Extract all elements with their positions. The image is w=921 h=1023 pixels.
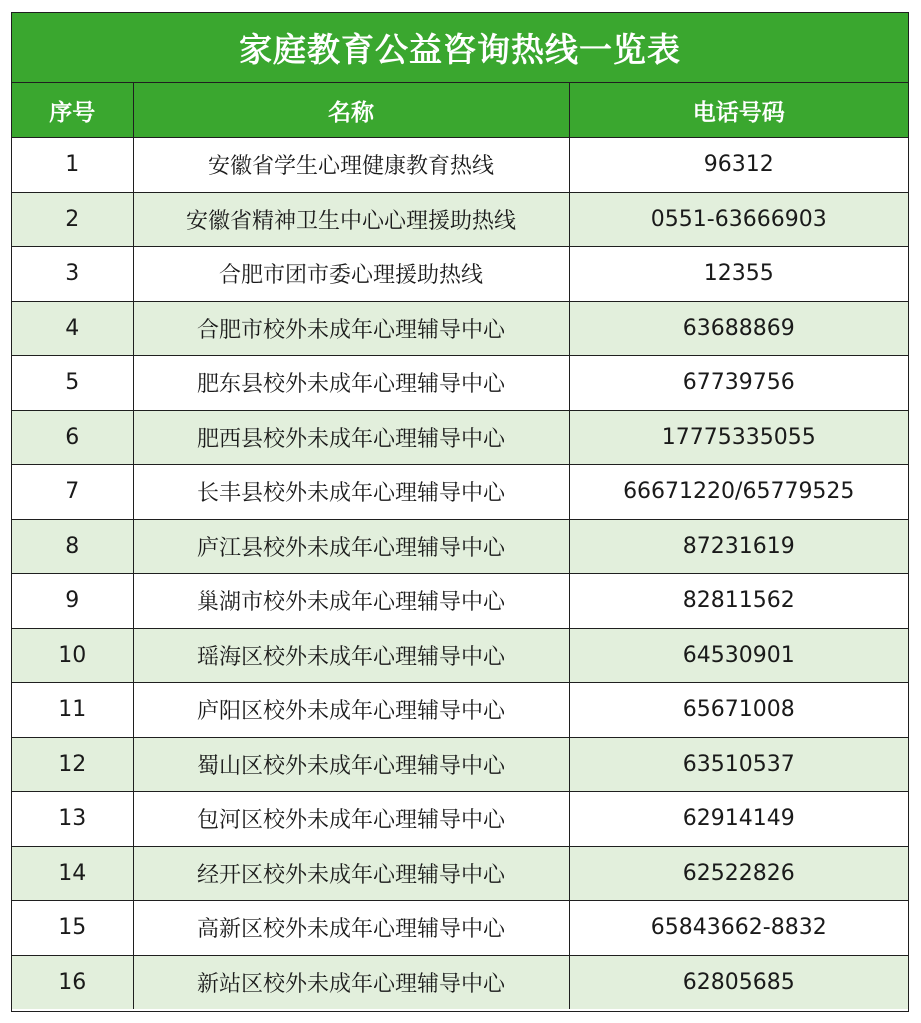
table-row — [12, 792, 908, 847]
table-row — [12, 737, 908, 792]
row-phone-cell: 66671220/65779525 — [569, 465, 908, 520]
row-phone-cell: 67739756 — [569, 356, 908, 411]
table-row — [12, 138, 908, 193]
table-title: 家庭教育公益咨询热线一览表 — [12, 13, 908, 83]
row-name-cell: 庐江县校外未成年心理辅导中心 — [133, 519, 569, 574]
row-index-cell: 3 — [12, 247, 133, 302]
table-row — [12, 955, 908, 1009]
row-phone-cell: 87231619 — [569, 519, 908, 574]
row-index-cell: 5 — [12, 356, 133, 411]
row-index-cell: 9 — [12, 574, 133, 629]
header-index: 序号 — [12, 83, 133, 138]
table-row — [12, 410, 908, 465]
table-row — [12, 574, 908, 629]
row-index-cell: 15 — [12, 901, 133, 956]
table-row — [12, 901, 908, 956]
table-row — [12, 356, 908, 411]
row-name-cell: 肥西县校外未成年心理辅导中心 — [133, 410, 569, 465]
hotline-table — [12, 83, 908, 1009]
row-phone-cell: 62805685 — [569, 955, 908, 1009]
row-phone-cell: 17775335055 — [569, 410, 908, 465]
table-row — [12, 519, 908, 574]
table-body — [12, 138, 908, 1010]
row-name-cell: 经开区校外未成年心理辅导中心 — [133, 846, 569, 901]
row-index-cell: 7 — [12, 465, 133, 520]
row-phone-cell: 62914149 — [569, 792, 908, 847]
row-index-cell: 11 — [12, 683, 133, 738]
row-name-cell: 蜀山区校外未成年心理辅导中心 — [133, 737, 569, 792]
table-row — [12, 683, 908, 738]
row-phone-cell: 0551-63666903 — [569, 192, 908, 247]
row-index-cell: 13 — [12, 792, 133, 847]
row-index-cell: 8 — [12, 519, 133, 574]
row-index-cell: 6 — [12, 410, 133, 465]
row-name-cell: 安徽省精神卫生中心心理援助热线 — [133, 192, 569, 247]
header-phone: 电话号码 — [569, 83, 908, 138]
row-name-cell: 包河区校外未成年心理辅导中心 — [133, 792, 569, 847]
row-phone-cell: 62522826 — [569, 846, 908, 901]
table-row — [12, 846, 908, 901]
row-index-cell: 16 — [12, 955, 133, 1009]
row-name-cell: 合肥市校外未成年心理辅导中心 — [133, 301, 569, 356]
row-index-cell: 14 — [12, 846, 133, 901]
row-phone-cell: 64530901 — [569, 628, 908, 683]
row-phone-cell: 12355 — [569, 247, 908, 302]
row-index-cell: 1 — [12, 138, 133, 193]
row-phone-cell: 96312 — [569, 138, 908, 193]
table-row — [12, 301, 908, 356]
row-index-cell: 2 — [12, 192, 133, 247]
row-phone-cell: 82811562 — [569, 574, 908, 629]
header-name: 名称 — [133, 83, 569, 138]
row-name-cell: 肥东县校外未成年心理辅导中心 — [133, 356, 569, 411]
row-index-cell: 10 — [12, 628, 133, 683]
row-phone-cell: 65671008 — [569, 683, 908, 738]
row-name-cell: 庐阳区校外未成年心理辅导中心 — [133, 683, 569, 738]
table-header — [12, 83, 908, 138]
row-index-cell: 4 — [12, 301, 133, 356]
table-row — [12, 192, 908, 247]
hotline-table-document — [11, 12, 909, 1012]
row-name-cell: 高新区校外未成年心理辅导中心 — [133, 901, 569, 956]
row-phone-cell: 63688869 — [569, 301, 908, 356]
table-row — [12, 247, 908, 302]
row-name-cell: 新站区校外未成年心理辅导中心 — [133, 955, 569, 1009]
header-row — [12, 83, 908, 138]
row-name-cell: 巢湖市校外未成年心理辅导中心 — [133, 574, 569, 629]
row-name-cell: 安徽省学生心理健康教育热线 — [133, 138, 569, 193]
row-name-cell: 合肥市团市委心理援助热线 — [133, 247, 569, 302]
row-phone-cell: 65843662-8832 — [569, 901, 908, 956]
table-row — [12, 628, 908, 683]
row-phone-cell: 63510537 — [569, 737, 908, 792]
row-name-cell: 瑶海区校外未成年心理辅导中心 — [133, 628, 569, 683]
row-index-cell: 12 — [12, 737, 133, 792]
row-name-cell: 长丰县校外未成年心理辅导中心 — [133, 465, 569, 520]
table-row — [12, 465, 908, 520]
